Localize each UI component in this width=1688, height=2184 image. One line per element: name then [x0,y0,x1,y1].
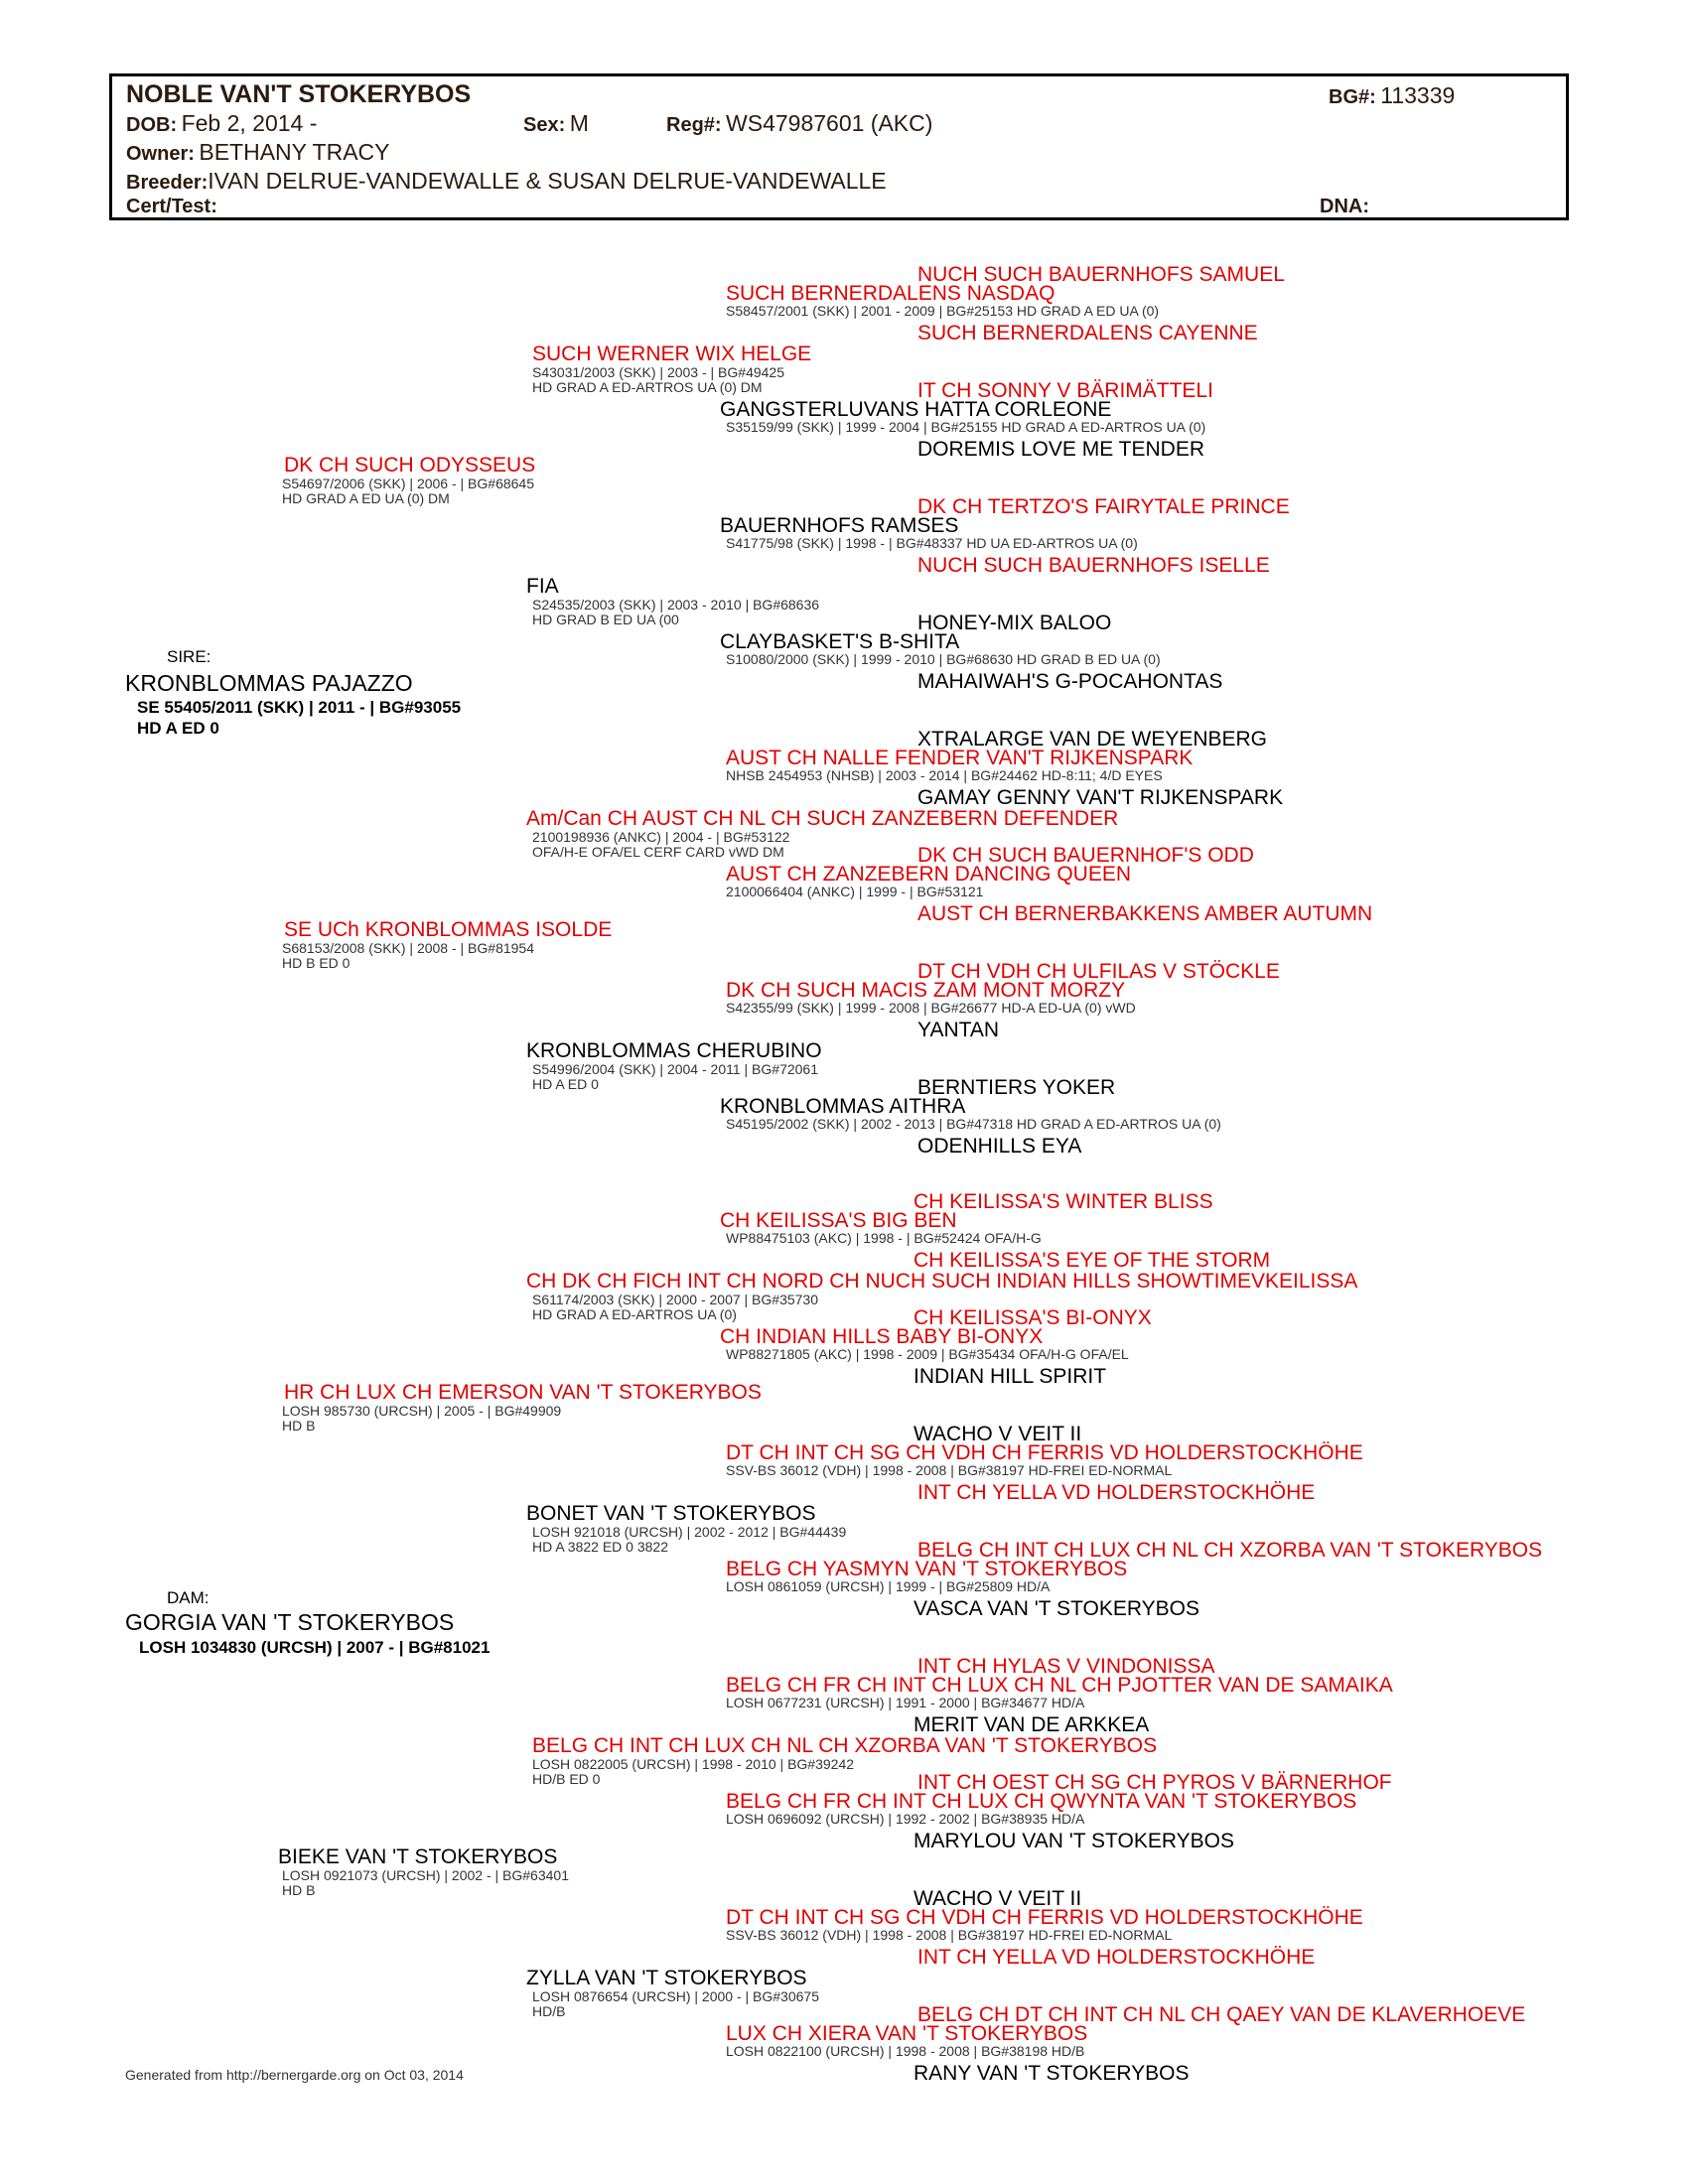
gen5-name: VASCA VAN 'T STOKERYBOS [914,1597,1200,1620]
gen4-details: S10080/2000 (SKK) | 1999 - 2010 | BG#68630 HD GRAD B ED UA (0) [726,651,1161,667]
gen5-name: CH KEILISSA'S BI-ONYX [914,1306,1152,1329]
gen3-name: BELG CH INT CH LUX CH NL CH XZORBA VAN 'T STOKERYBOS [532,1734,1158,1757]
gen2-name: DK CH SUCH ODYSSEUS [284,454,536,477]
gen5-name: BELG CH INT CH LUX CH NL CH XZORBA VAN 'T STOKERYBOS [917,1539,1543,1562]
dna-label: DNA: [1320,196,1369,217]
gen4-name: DK CH SUCH MACIS ZAM MONT MORZY [726,979,1126,1002]
sex-label: Sex: [523,114,566,136]
gen2-details: HD B [282,1418,316,1433]
sire-details: HD A ED 0 [137,719,219,738]
gen4-details: LOSH 0677231 (URCSH) | 1991 - 2000 | BG#34677 HD/A [726,1695,1085,1710]
gen3-details: OFA/H-E OFA/EL CERF CARD vWD DM [532,844,784,860]
gen4-name: KRONBLOMMAS AITHRA [720,1095,966,1118]
dam-name: GORGIA VAN 'T STOKERYBOS [125,1609,455,1635]
gen4-details: S35159/99 (SKK) | 1999 - 2004 | BG#25155 HD GRAD A ED-ARTROS UA (0) [726,419,1206,435]
reg-value: WS47987601 (AKC) [726,110,933,136]
gen3-name: SUCH WERNER WIX HELGE [532,342,812,365]
sex [523,110,589,137]
breeder-label: Breeder: [126,172,209,194]
header-box [109,73,1569,220]
gen5-name: MAHAIWAH'S G-POCAHONTAS [917,670,1223,693]
gen3-name: FIA [526,575,559,598]
gen5-name: BERNTIERS YOKER [917,1076,1116,1099]
gen3-details: LOSH 0876654 (URCSH) | 2000 - | BG#30675 [532,1988,819,2004]
breeder [126,168,887,195]
gen3-details: HD GRAD B ED UA (00 [532,612,679,627]
gen4-name: CH INDIAN HILLS BABY BI-ONYX [720,1325,1044,1348]
gen5-name: MERIT VAN DE ARKKEA [914,1713,1150,1736]
gen4-name: DT CH INT CH SG CH VDH CH FERRIS VD HOLDERSTOCKHÖHE [726,1441,1363,1464]
dam-details: LOSH 1034830 (URCSH) | 2007 - | BG#81021 [139,1638,491,1657]
gen3-details: HD A 3822 ED 0 3822 [532,1539,668,1555]
gen2-name: SE UCh KRONBLOMMAS ISOLDE [284,918,613,941]
gen2-details: S54697/2006 (SKK) | 2006 - | BG#68645 [282,476,535,491]
bg-number [1329,82,1455,109]
gen5-name: IT CH SONNY V BÄRIMÄTTELI [917,379,1213,402]
gen5-name: CH KEILISSA'S WINTER BLISS [914,1190,1213,1213]
dam-label: DAM: [167,1588,210,1607]
gen3-details: S24535/2003 (SKK) | 2003 - 2010 | BG#68636 [532,597,820,613]
gen3-details: LOSH 0822005 (URCSH) | 1998 - 2010 | BG#39242 [532,1756,855,1772]
gen4-name: DT CH INT CH SG CH VDH CH FERRIS VD HOLDERSTOCKHÖHE [726,1906,1363,1929]
gen4-details: WP88271805 (AKC) | 1998 - 2009 | BG#35434 OFA/H-G OFA/EL [726,1346,1129,1362]
gen3-name: KRONBLOMMAS CHERUBINO [526,1039,822,1062]
gen5-name: BELG CH DT CH INT CH NL CH QAEY VAN DE KLAVERHOEVE [917,2003,1526,2026]
gen3-name: Am/Can CH AUST CH NL CH SUCH ZANZEBERN DEFENDER [526,807,1119,830]
gen4-details: SSV-BS 36012 (VDH) | 1998 - 2008 | BG#38197 HD-FREI ED-NORMAL [726,1462,1173,1478]
gen3-details: HD/B [532,2003,566,2019]
dob-value: Feb 2, 2014 - [181,110,318,136]
gen5-name: NUCH SUCH BAUERNHOFS ISELLE [917,554,1270,577]
dob [126,110,317,137]
gen3-details: LOSH 921018 (URCSH) | 2002 - 2012 | BG#44439 [532,1524,847,1540]
gen5-name: DOREMIS LOVE ME TENDER [917,438,1204,461]
gen3-details: S54996/2004 (SKK) | 2004 - 2011 | BG#72061 [532,1061,818,1077]
gen4-details: LOSH 0696092 (URCSH) | 1992 - 2002 | BG#38935 HD/A [726,1811,1085,1827]
gen4-details: S58457/2001 (SKK) | 2001 - 2009 | BG#25153 HD GRAD A ED UA (0) [726,303,1160,319]
gen4-details: 2100066404 (ANKC) | 1999 - | BG#53121 [726,884,984,899]
gen4-details: S45195/2002 (SKK) | 2002 - 2013 | BG#47318 HD GRAD A ED-ARTROS UA (0) [726,1116,1221,1132]
gen4-details: WP88475103 (AKC) | 1998 - | BG#52424 OFA/H-G [726,1230,1042,1246]
owner-label: Owner: [126,143,195,165]
gen3-name: BONET VAN 'T STOKERYBOS [526,1502,816,1525]
gen4-name: LUX CH XIERA VAN 'T STOKERYBOS [726,2022,1088,2045]
gen4-details: LOSH 0861059 (URCSH) | 1999 - | BG#25809 HD/A [726,1578,1051,1594]
gen5-name: RANY VAN 'T STOKERYBOS [914,2062,1190,2085]
gen5-name: INT CH YELLA VD HOLDERSTOCKHÖHE [917,1946,1316,1969]
gen3-name: ZYLLA VAN 'T STOKERYBOS [526,1967,807,1989]
gen5-name: CH KEILISSA'S EYE OF THE STORM [914,1249,1271,1272]
footer-note: Generated from http://bernergarde.org on Oct 03, 2014 [125,2067,464,2083]
gen4-name: CLAYBASKET'S B-SHITA [720,630,960,653]
gen4-name: BAUERNHOFS RAMSES [720,514,959,537]
gen5-name: YANTAN [917,1019,1000,1041]
bg-value: 113339 [1380,82,1456,108]
gen5-name: XTRALARGE VAN DE WEYENBERG [917,728,1268,751]
breeder-value: IVAN DELRUE-VANDEWALLE & SUSAN DELRUE-VANDEWALLE [208,168,887,194]
gen5-name: SUCH BERNERDALENS CAYENNE [917,322,1258,344]
gen4-details: S41775/98 (SKK) | 1998 - | BG#48337 HD UA ED-ARTROS UA (0) [726,535,1138,551]
gen5-name: NUCH SUCH BAUERNHOFS SAMUEL [917,263,1285,286]
gen5-name: WACHO V VEIT II [914,1887,1082,1910]
cert-test-label: Cert/Test: [126,196,217,217]
gen5-name: HONEY-MIX BALOO [917,612,1112,634]
sire-name: KRONBLOMMAS PAJAZZO [125,670,413,696]
gen2-details: LOSH 985730 (URCSH) | 2005 - | BG#49909 [282,1403,562,1419]
gen4-details: LOSH 0822100 (URCSH) | 1998 - 2008 | BG#38198 HD/B [726,2043,1085,2059]
gen4-details: NHSB 2454953 (NHSB) | 2003 - 2014 | BG#24462 HD-8:11; 4/D EYES [726,767,1163,783]
gen5-name: DK CH SUCH BAUERNHOF'S ODD [917,844,1254,867]
gen4-name: CH KEILISSA'S BIG BEN [720,1209,957,1232]
gen3-details: HD GRAD A ED-ARTROS UA (0) DM [532,379,763,395]
dog-name: NOBLE VAN'T STOKERYBOS [126,80,472,108]
gen4-details: S42355/99 (SKK) | 1999 - 2008 | BG#26677 HD-A ED-UA (0) vWD [726,1000,1136,1016]
gen5-name: MARYLOU VAN 'T STOKERYBOS [914,1830,1234,1852]
gen5-name: AUST CH BERNERBAKKENS AMBER AUTUMN [917,902,1373,925]
gen5-name: INT CH YELLA VD HOLDERSTOCKHÖHE [917,1481,1316,1504]
gen2-details: LOSH 0921073 (URCSH) | 2002 - | BG#63401 [282,1867,569,1883]
gen2-details: HD B ED 0 [282,955,351,971]
gen4-name: AUST CH NALLE FENDER VAN'T RIJKENSPARK [726,747,1194,769]
gen5-name: DT CH VDH CH ULFILAS V STÖCKLE [917,960,1280,983]
registration [666,110,932,137]
gen3-details: S43031/2003 (SKK) | 2003 - | BG#49425 [532,364,785,380]
gen4-name: GANGSTERLUVANS HATTA CORLEONE [720,398,1112,421]
gen3-details: HD A ED 0 [532,1076,599,1092]
gen3-name: CH DK CH FICH INT CH NORD CH NUCH SUCH INDIAN HILLS SHOWTIMEVKEILISSA [526,1270,1358,1293]
gen2-details: HD GRAD A ED UA (0) DM [282,490,450,506]
gen2-name: BIEKE VAN 'T STOKERYBOS [278,1845,558,1868]
sex-value: M [569,110,589,136]
gen3-details: HD/B ED 0 [532,1771,601,1787]
gen5-name: WACHO V VEIT II [914,1423,1082,1445]
sire-label: SIRE: [167,647,211,666]
gen2-details: S68153/2008 (SKK) | 2008 - | BG#81954 [282,940,535,956]
gen5-name: INDIAN HILL SPIRIT [914,1365,1107,1388]
gen4-name: BELG CH FR CH INT CH LUX CH NL CH PJOTTER VAN DE SAMAIKA [726,1674,1393,1697]
dob-label: DOB: [126,114,178,136]
owner-value: BETHANY TRACY [199,139,390,165]
bg-label: BG#: [1329,86,1376,108]
gen3-details: HD GRAD A ED-ARTROS UA (0) [532,1306,737,1322]
gen4-name: AUST CH ZANZEBERN DANCING QUEEN [726,863,1131,886]
gen3-details: S61174/2003 (SKK) | 2000 - 2007 | BG#35730 [532,1292,818,1307]
gen5-name: INT CH OEST CH SG CH PYROS V BÄRNERHOF [917,1771,1392,1794]
gen5-name: GAMAY GENNY VAN'T RIJKENSPARK [917,786,1284,809]
gen2-name: HR CH LUX CH EMERSON VAN 'T STOKERYBOS [284,1381,762,1404]
reg-label: Reg#: [666,114,722,136]
gen5-name: INT CH HYLAS V VINDONISSA [917,1655,1215,1678]
gen4-name: BELG CH FR CH INT CH LUX CH QWYNTA VAN 'T STOKERYBOS [726,1790,1357,1813]
owner [126,139,390,166]
gen5-name: ODENHILLS EYA [917,1135,1082,1158]
gen5-name: DK CH TERTZO'S FAIRYTALE PRINCE [917,495,1290,518]
gen4-name: BELG CH YASMYN VAN 'T STOKERYBOS [726,1558,1128,1580]
sire-details: SE 55405/2011 (SKK) | 2011 - | BG#93055 [137,698,462,717]
gen3-details: 2100198936 (ANKC) | 2004 - | BG#53122 [532,829,790,845]
gen2-details: HD B [282,1882,316,1898]
gen4-name: SUCH BERNERDALENS NASDAQ [726,282,1055,305]
gen4-details: SSV-BS 36012 (VDH) | 1998 - 2008 | BG#38197 HD-FREI ED-NORMAL [726,1927,1173,1943]
